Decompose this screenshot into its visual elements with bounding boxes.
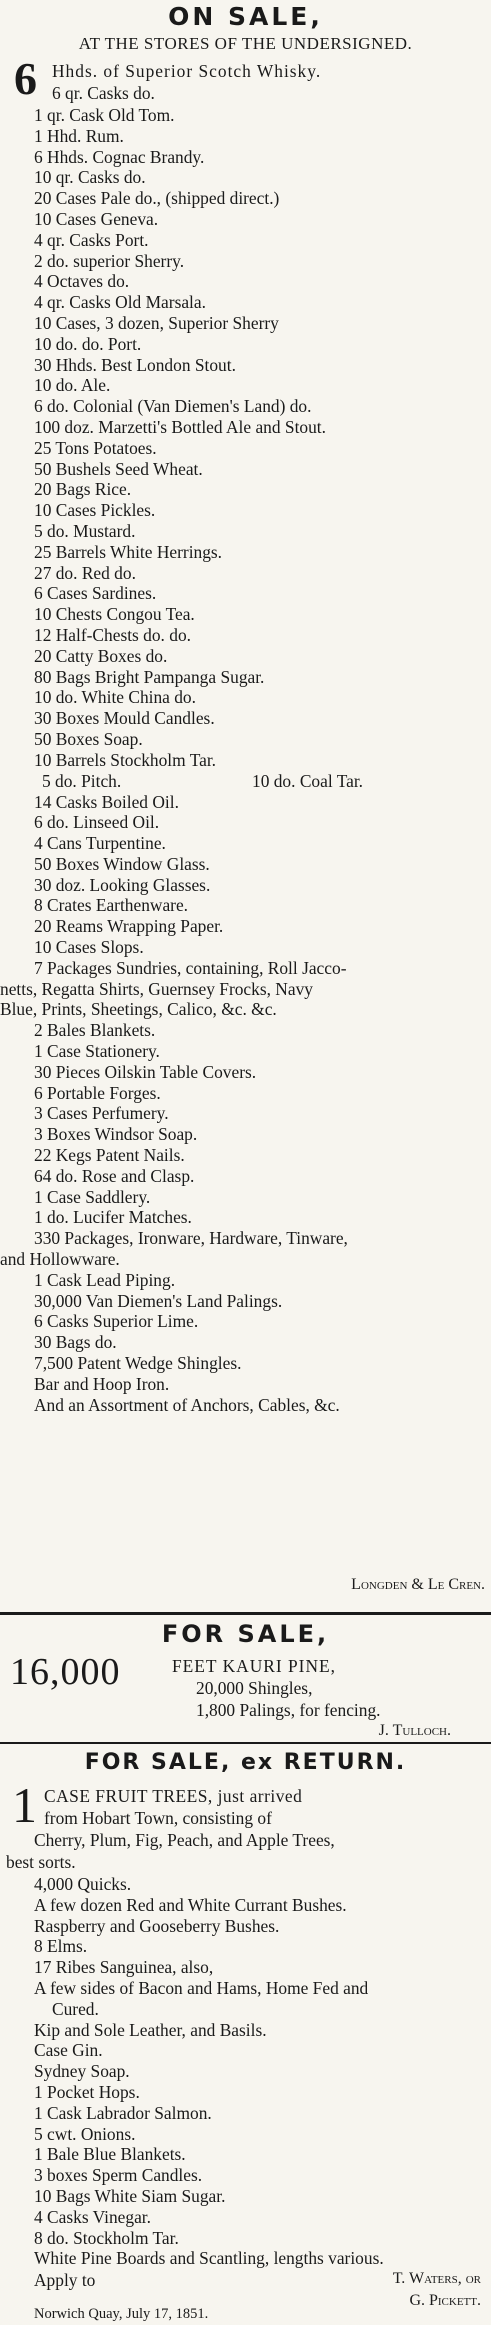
ad3-list-item: 17 Ribes Sanguinea, also,	[34, 1957, 214, 1978]
ad1-list-item: 10 do. Ale.	[34, 375, 111, 396]
ad1-list-item: 4 Cans Turpentine.	[34, 833, 166, 854]
ad1-list-item: 1 do. Lucifer Matches.	[34, 1207, 192, 1228]
ad3-list-item: 10 Bags White Siam Sugar.	[34, 2185, 226, 2206]
ad1-list-item: 6 Hhds. Cognac Brandy.	[34, 146, 205, 167]
ad3-lead-number: 1	[12, 1777, 37, 1833]
ad1-signature: Longden & Le Cren.	[351, 1576, 485, 1593]
ad3-heading: FOR SALE, ex RETURN.	[84, 1750, 407, 1775]
ad3-list-item: A few dozen Red and White Currant Bushes.	[34, 1894, 347, 1915]
ad1-list-item: 10 Cases Pickles.	[34, 500, 156, 521]
ad1-lead-number: 6	[14, 53, 37, 104]
ad2-signature: J. Tulloch.	[378, 1722, 451, 1739]
ad1-list-item: 10 qr. Casks do.	[34, 167, 146, 188]
ad3-third-line: Cherry, Plum, Fig, Peach, and Apple Trees,	[34, 1830, 335, 1850]
ad1-list-item: 6 Portable Forges.	[34, 1082, 161, 1103]
ad1-list-item: 2 Bales Blankets.	[34, 1020, 156, 1041]
ad1-list-item: 10 Cases Slops.	[34, 937, 144, 958]
ad3-white-pine: White Pine Boards and Scantling, lengths various.	[34, 2248, 384, 2269]
ad1-list-item: 1 Case Saddlery.	[34, 1186, 151, 1207]
ad1-pitch-right: 10 do. Coal Tar.	[252, 770, 364, 791]
ad3-list-item: Raspberry and Gooseberry Bushes.	[34, 1915, 280, 1936]
ad3-list-item: 4,000 Quicks.	[34, 1874, 132, 1894]
ad1-list-item: 3 Cases Perfumery.	[34, 1103, 169, 1124]
ad1-list-item: 4 qr. Casks Port.	[34, 229, 149, 250]
ad3-list-item: 5 cwt. Onions.	[34, 2123, 136, 2144]
ad1-list-item: 50 Bushels Seed Wheat.	[34, 458, 203, 479]
ad1-list-item: 10 do. White China do.	[34, 687, 196, 708]
ad1-list-item: 10 Chests Congou Tea.	[34, 604, 195, 625]
ad1-list-item: 1 Case Stationery.	[34, 1041, 160, 1062]
ad1-list-item: 5 do. Mustard.	[34, 520, 136, 541]
ad1-list-item: 14 Casks Boiled Oil.	[34, 791, 179, 812]
ad3-list-item: 1 Bale Blue Blankets.	[34, 2144, 186, 2165]
ad1-ironware-2: and Hollowware.	[0, 1249, 120, 1270]
ad1-list-item: 3 Boxes Windsor Soap.	[34, 1124, 198, 1145]
ad1-list-item: 10 Barrels Stockholm Tar.	[34, 749, 217, 770]
ad1-second-line: 6 qr. Casks do.	[52, 83, 155, 103]
ad3-bacon-1: A few sides of Bacon and Hams, Home Fed and	[34, 1977, 369, 1998]
ad1-list-item: 30 Bags do.	[34, 1332, 117, 1353]
ad1-list-item: 22 Kegs Patent Nails.	[34, 1145, 185, 1166]
ad1-list-item: 25 Tons Potatoes.	[34, 437, 157, 458]
ad1-list-item: 6 Casks Superior Lime.	[34, 1311, 199, 1332]
ad1-list-item: 20 Cases Pale do., (shipped direct.)	[34, 188, 280, 209]
ad1-list-item: 30 doz. Looking Glasses.	[34, 874, 211, 895]
ad1-heading: ON SALE,	[168, 2, 323, 31]
ad1-list-item: And an Assortment of Anchors, Cables, &c.	[34, 1394, 340, 1415]
ad1-list-item: 4 Octaves do.	[34, 271, 130, 292]
ad1-list-item: 8 Crates Earthenware.	[34, 895, 189, 916]
ad1-list-item: 20 Reams Wrapping Paper.	[34, 916, 224, 937]
ad1-list-item: 2 do. superior Sherry.	[34, 250, 185, 271]
ad1-list-item: 50 Boxes Window Glass.	[34, 853, 210, 874]
ad1-list-item: 7,500 Patent Wedge Shingles.	[34, 1353, 242, 1374]
ad3-list-item: 8 do. Stockholm Tar.	[34, 2227, 179, 2248]
ad3-bacon-2: Cured.	[52, 1998, 99, 2019]
ad1-list-item: 12 Half-Chests do. do.	[34, 624, 191, 645]
ad1-list-item: 20 Bags Rice.	[34, 479, 132, 500]
ad1-list-item: 64 do. Rose and Clasp.	[34, 1165, 195, 1186]
ad3-list-item: Kip and Sole Leather, and Basils.	[34, 2019, 267, 2040]
ad1-list-item: 10 do. do. Port.	[34, 333, 142, 354]
ad1-first-line: Hhds. of Superior Scotch Whisky.	[52, 61, 322, 81]
ad1-list-item: 6 do. Linseed Oil.	[34, 812, 160, 833]
ad1-list-item: 10 Cases, 3 dozen, Superior Sherry	[34, 312, 279, 333]
ad1-list-item: 30,000 Van Diemen's Land Palings.	[34, 1290, 283, 1311]
ad1-list-item: Bar and Hoop Iron.	[34, 1373, 170, 1394]
ad1-item-list	[0, 105, 484, 1415]
ad1-list-item: 1 Hhd. Rum.	[34, 125, 124, 146]
ad3-list-item: 4 Casks Vinegar.	[34, 2206, 151, 2227]
ad3-list-item: Case Gin.	[34, 2040, 103, 2061]
ad2-heading: FOR SALE,	[161, 1620, 330, 1648]
ad3-date: Norwich Quay, July 17, 1851.	[34, 2306, 209, 2322]
divider-1	[0, 1612, 491, 1615]
ad3-list-item: Sydney Soap.	[34, 2061, 130, 2082]
ad3-signature-2: G. Pickett.	[409, 2292, 481, 2309]
ad1-list-item: 30 Hhds. Best London Stout.	[34, 354, 236, 375]
ad2-line3: 1,800 Palings, for fencing.	[196, 1700, 381, 1720]
ad1-list-item: 30 Pieces Oilskin Table Covers.	[34, 1061, 257, 1082]
ad3-signature-1: T. Waters, or	[392, 2270, 481, 2287]
ad1-list-item: 4 qr. Casks Old Marsala.	[34, 292, 206, 313]
ad3-first-line: CASE FRUIT TREES, just arrived	[44, 1786, 303, 1806]
ad3-list-item: 1 Cask Labrador Salmon.	[34, 2102, 212, 2123]
ad3-item-list	[34, 1874, 484, 2269]
ad3-fourth-line: best sorts.	[6, 1852, 76, 1872]
ad3-second-line: from Hobart Town, consisting of	[44, 1808, 272, 1828]
ad1-list-item: 27 do. Red do.	[34, 562, 136, 583]
ad3-list-item: 1 Pocket Hops.	[34, 2081, 140, 2102]
ad3-list-item: 8 Elms.	[34, 1936, 88, 1957]
ad1-sundries-2: netts, Regatta Shirts, Guernsey Frocks, Navy	[0, 978, 313, 999]
ad1-list-item: 20 Catty Boxes do.	[34, 645, 168, 666]
ad1-list-item: 100 doz. Marzetti's Bottled Ale and Stout.	[34, 416, 326, 437]
ad2-line1: FEET KAURI PINE,	[172, 1656, 336, 1676]
ad1-list-item: 6 do. Colonial (Van Diemen's Land) do.	[34, 396, 312, 417]
ad1-list-item: 10 Cases Geneva.	[34, 208, 159, 229]
ad1-ironware-1: 330 Packages, Ironware, Hardware, Tinware,	[34, 1228, 348, 1249]
ad1-list-item: 1 qr. Cask Old Tom.	[34, 105, 175, 125]
ad1-list-item: 30 Boxes Mould Candles.	[34, 708, 215, 729]
ad1-subheading: AT THE STORES OF THE UNDERSIGNED.	[78, 34, 413, 53]
ad3-list-item: 3 boxes Sperm Candles.	[34, 2165, 203, 2186]
ad1-list-item: 6 Cases Sardines.	[34, 583, 157, 604]
ad1-pitch-row	[34, 771, 484, 792]
ad1-sundries-1: 7 Packages Sundries, containing, Roll Jacco-	[34, 957, 347, 978]
ad1-list-item: 1 Cask Lead Piping.	[34, 1269, 176, 1290]
ad1-list-item: 25 Barrels White Herrings.	[34, 541, 223, 562]
divider-2	[0, 1742, 491, 1744]
ad3-apply-to: Apply to	[34, 2270, 96, 2290]
ad1-sundries-3: Blue, Prints, Sheetings, Calico, &c. &c.	[0, 999, 277, 1020]
ad2-line2: 20,000 Shingles,	[196, 1678, 313, 1698]
ad2-big-number: 16,000	[10, 1651, 121, 1693]
ad1-list-item: 50 Boxes Soap.	[34, 728, 143, 749]
ad1-pitch-left: 5 do. Pitch.	[42, 770, 122, 791]
ad1-list-item: 80 Bags Bright Pampanga Sugar.	[34, 666, 265, 687]
